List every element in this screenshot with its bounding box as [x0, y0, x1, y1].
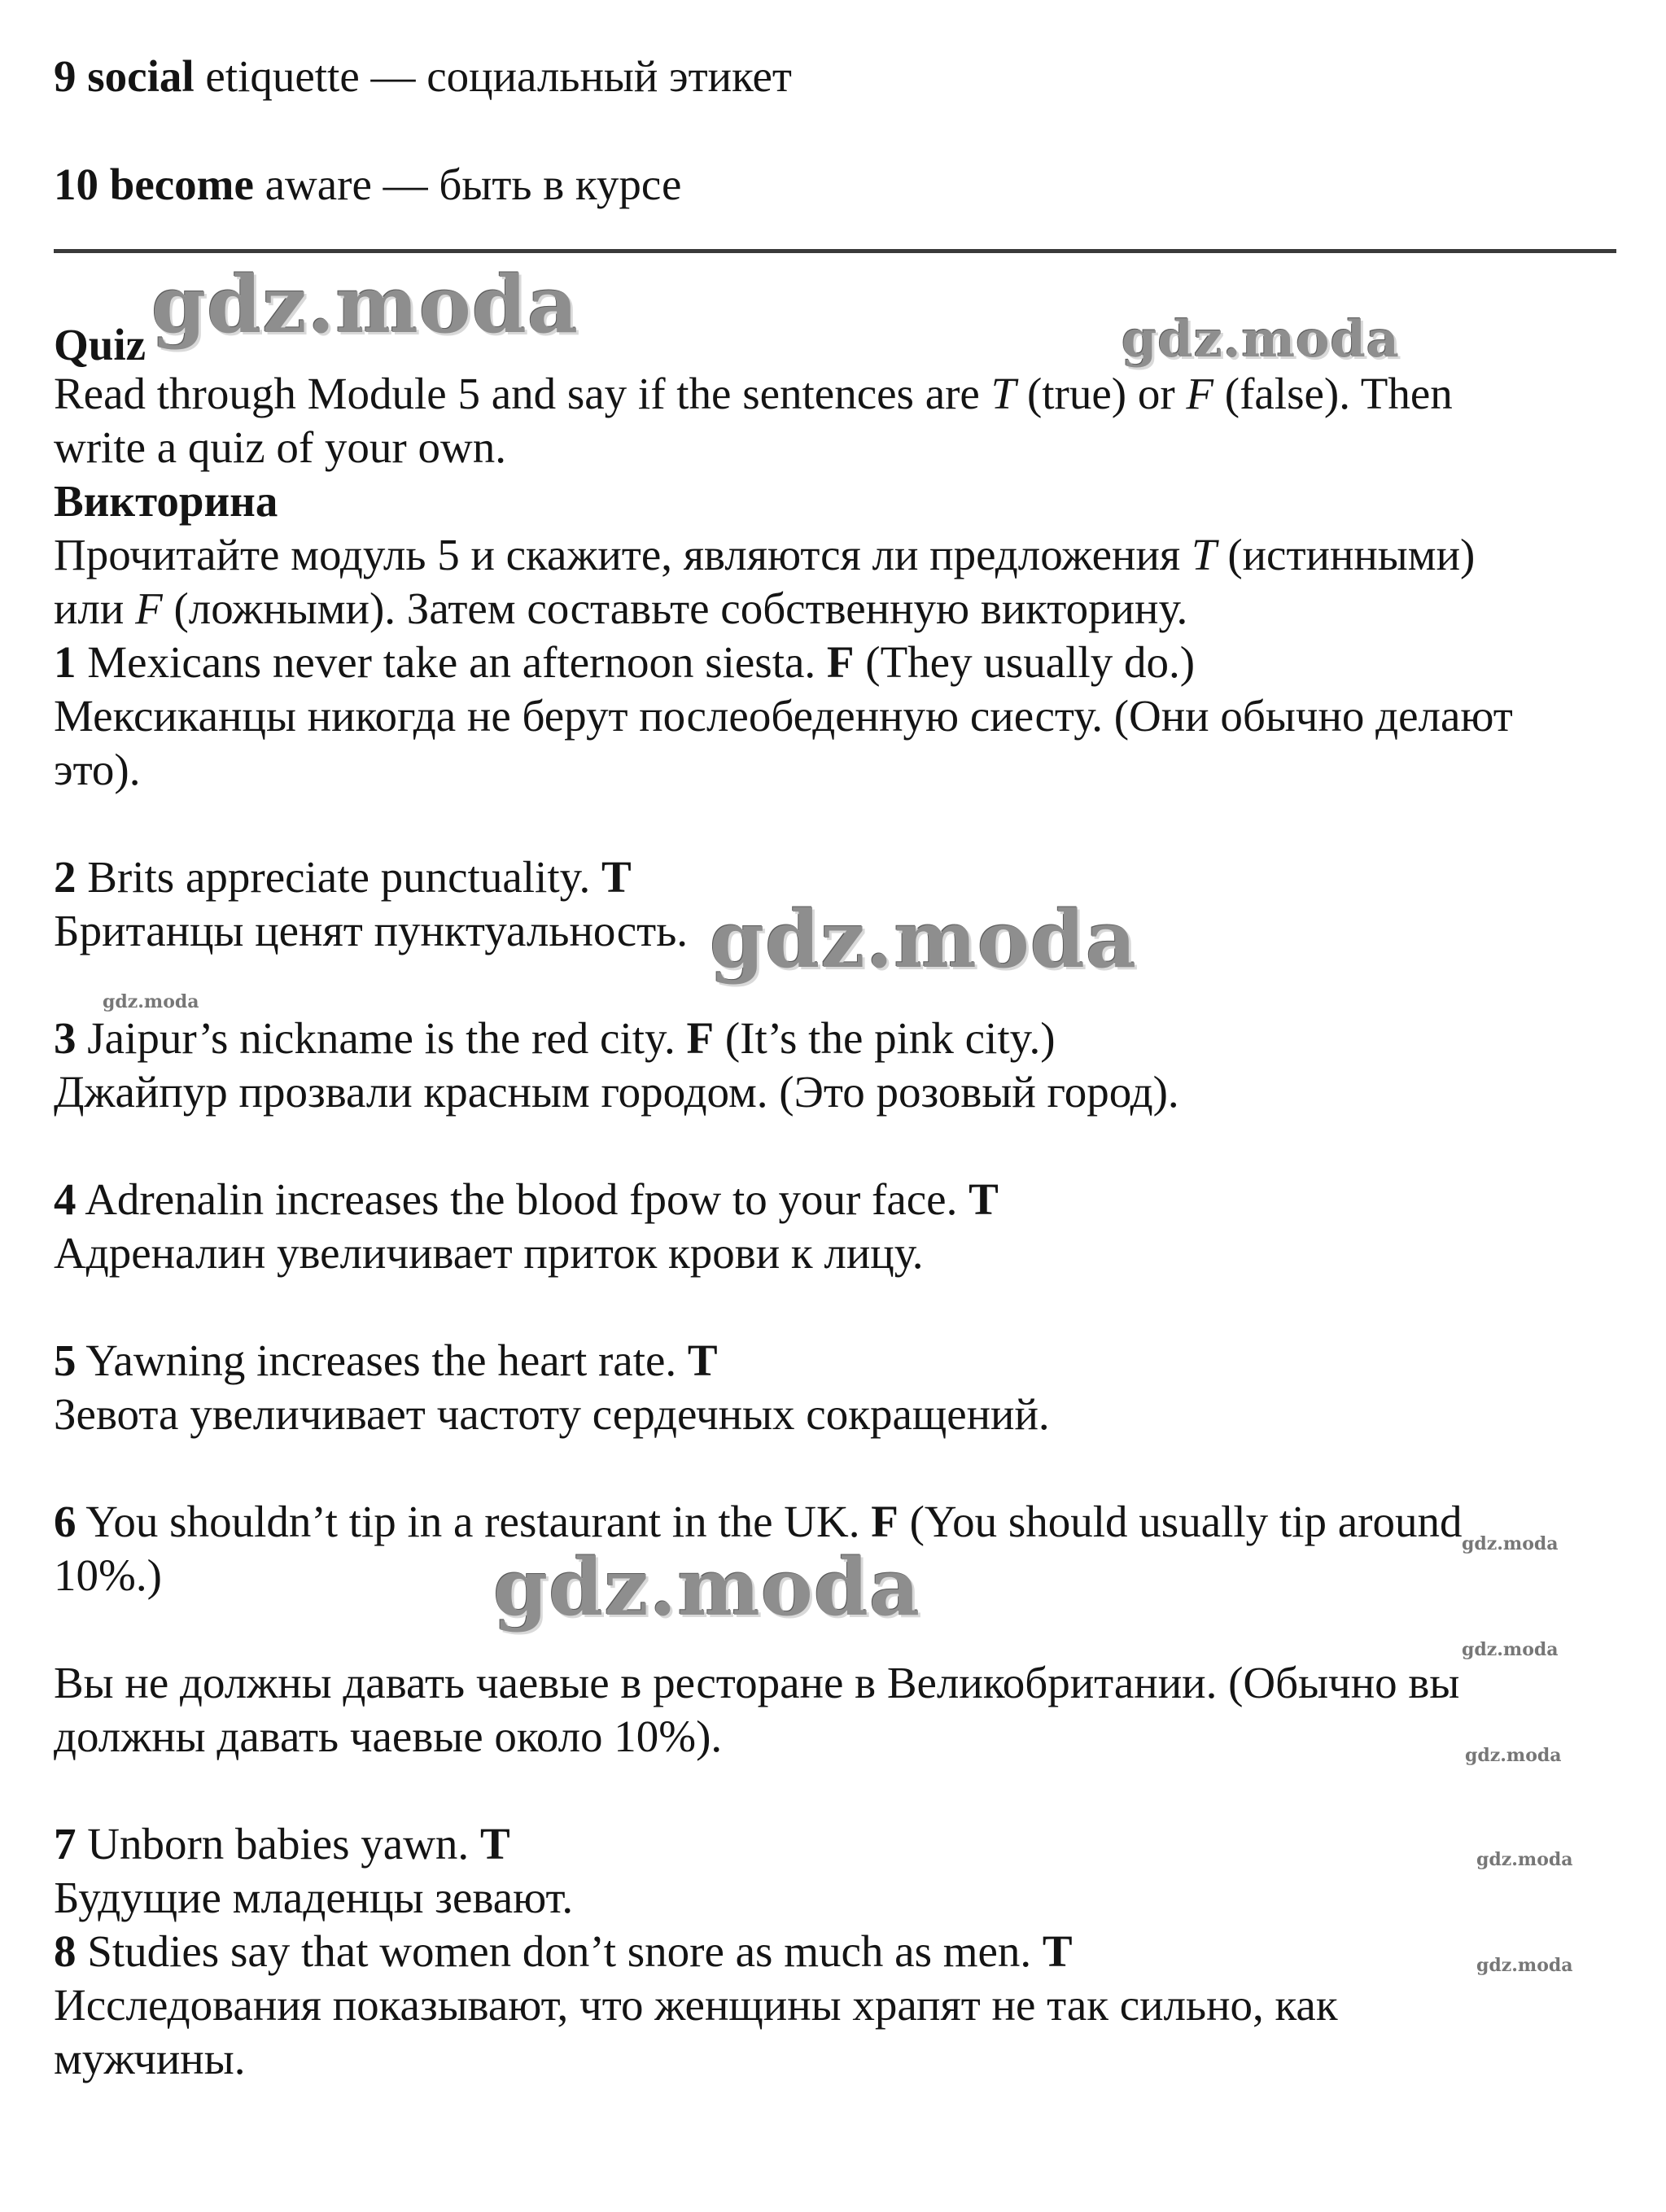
- watermark: gdz.moda: [1476, 1849, 1573, 1870]
- watermark: gdz.moda: [151, 259, 579, 351]
- quiz-item-5-translation: Зевота увеличивает частоту сердечных сокращений.: [54, 1389, 1050, 1439]
- vocab-number: 10: [54, 160, 98, 209]
- quiz-instructions-en: Read through Module 5 and say if the sentences are T (true) or F (false). Then: [54, 369, 1453, 418]
- quiz-item-8-translation: Исследования показывают, что женщины храпят не так сильно, как: [54, 1980, 1338, 2030]
- quiz-title: Quiz: [54, 320, 146, 369]
- watermark: gdz.moda: [1462, 1639, 1559, 1660]
- watermark: gdz.moda: [1462, 1533, 1559, 1554]
- answer-badge: F: [826, 637, 855, 687]
- answer-badge: T: [479, 1819, 510, 1869]
- answer-badge: T: [687, 1336, 718, 1385]
- watermark: gdz.moda: [493, 1541, 921, 1633]
- quiz-item-6-line-2: 10%.): [54, 1550, 162, 1600]
- quiz-item-7-translation: Будущие младенцы зевают.: [54, 1873, 574, 1922]
- watermark: gdz.moda: [1122, 309, 1400, 369]
- quiz-item-6: 6 You shouldn’t tip in a restaurant in the UK. F (You should usually tip around: [54, 1497, 1463, 1546]
- quiz-item-2: 2 Brits appreciate punctuality. T: [54, 852, 632, 902]
- quiz-item-1-translation-2: это).: [54, 745, 141, 794]
- watermark: gdz.moda: [710, 894, 1138, 986]
- quiz-item-1: 1 Mexicans never take an afternoon siesta. F (They usually do.): [54, 637, 1196, 687]
- answer-badge: T: [969, 1174, 999, 1224]
- vocab-text: aware — быть в курсе: [253, 160, 682, 209]
- vocab-line-10: [54, 159, 681, 211]
- vocab-text: etiquette — социальный этикет: [194, 51, 792, 101]
- quiz-instructions-ru: Прочитайте модуль 5 и скажите, являются ли предложения T (истинными): [54, 530, 1476, 579]
- quiz-item-6-translation-2: должны давать чаевые около 10%).: [54, 1711, 723, 1761]
- vocab-term: social: [87, 51, 195, 101]
- watermark: gdz.moda: [1465, 1745, 1562, 1766]
- answer-badge: T: [1042, 1926, 1073, 1976]
- vocab-term: become: [109, 160, 254, 209]
- quiz-item-8: 8 Studies say that women don’t snore as much as men. T: [54, 1926, 1073, 1976]
- answer-badge: T: [601, 852, 632, 902]
- quiz-title-ru: Викторина: [54, 476, 278, 526]
- quiz-instructions-en-2: write a quiz of your own.: [54, 422, 506, 472]
- answer-badge: F: [686, 1013, 715, 1063]
- quiz-item-4: 4 Adrenalin increases the blood fpow to your face. T: [54, 1174, 999, 1224]
- quiz-item-3: 3 Jaipur’s nickname is the red city. F (It’s the pink city.): [54, 1013, 1056, 1063]
- quiz-item-6-translation: Вы не должны давать чаевые в ресторане в Великобритании. (Обычно вы: [54, 1658, 1460, 1707]
- vocab-line-9: [54, 50, 792, 103]
- quiz-item-8-translation-2: мужчины.: [54, 2034, 246, 2083]
- quiz-item-2-translation: Британцы ценят пунктуальность.: [54, 906, 689, 955]
- watermark: gdz.moda: [103, 991, 199, 1012]
- section-divider: [54, 249, 1616, 253]
- quiz-item-7: 7 Unborn babies yawn. T: [54, 1819, 510, 1869]
- quiz-item-5: 5 Yawning increases the heart rate. T: [54, 1336, 718, 1385]
- answer-badge: F: [871, 1497, 899, 1546]
- watermark: gdz.moda: [1476, 1955, 1573, 1976]
- vocab-number: 9: [54, 51, 77, 101]
- quiz-item-3-translation: Джайпур прозвали красным городом. (Это розовый город).: [54, 1067, 1179, 1117]
- quiz-instructions-ru-2: или F (ложными). Затем составьте собственную викторину.: [54, 584, 1188, 633]
- quiz-item-4-translation: Адреналин увеличивает приток крови к лицу.: [54, 1228, 924, 1278]
- quiz-item-1-translation: Мексиканцы никогда не берут послеобеденную сиесту. (Они обычно делают: [54, 691, 1513, 741]
